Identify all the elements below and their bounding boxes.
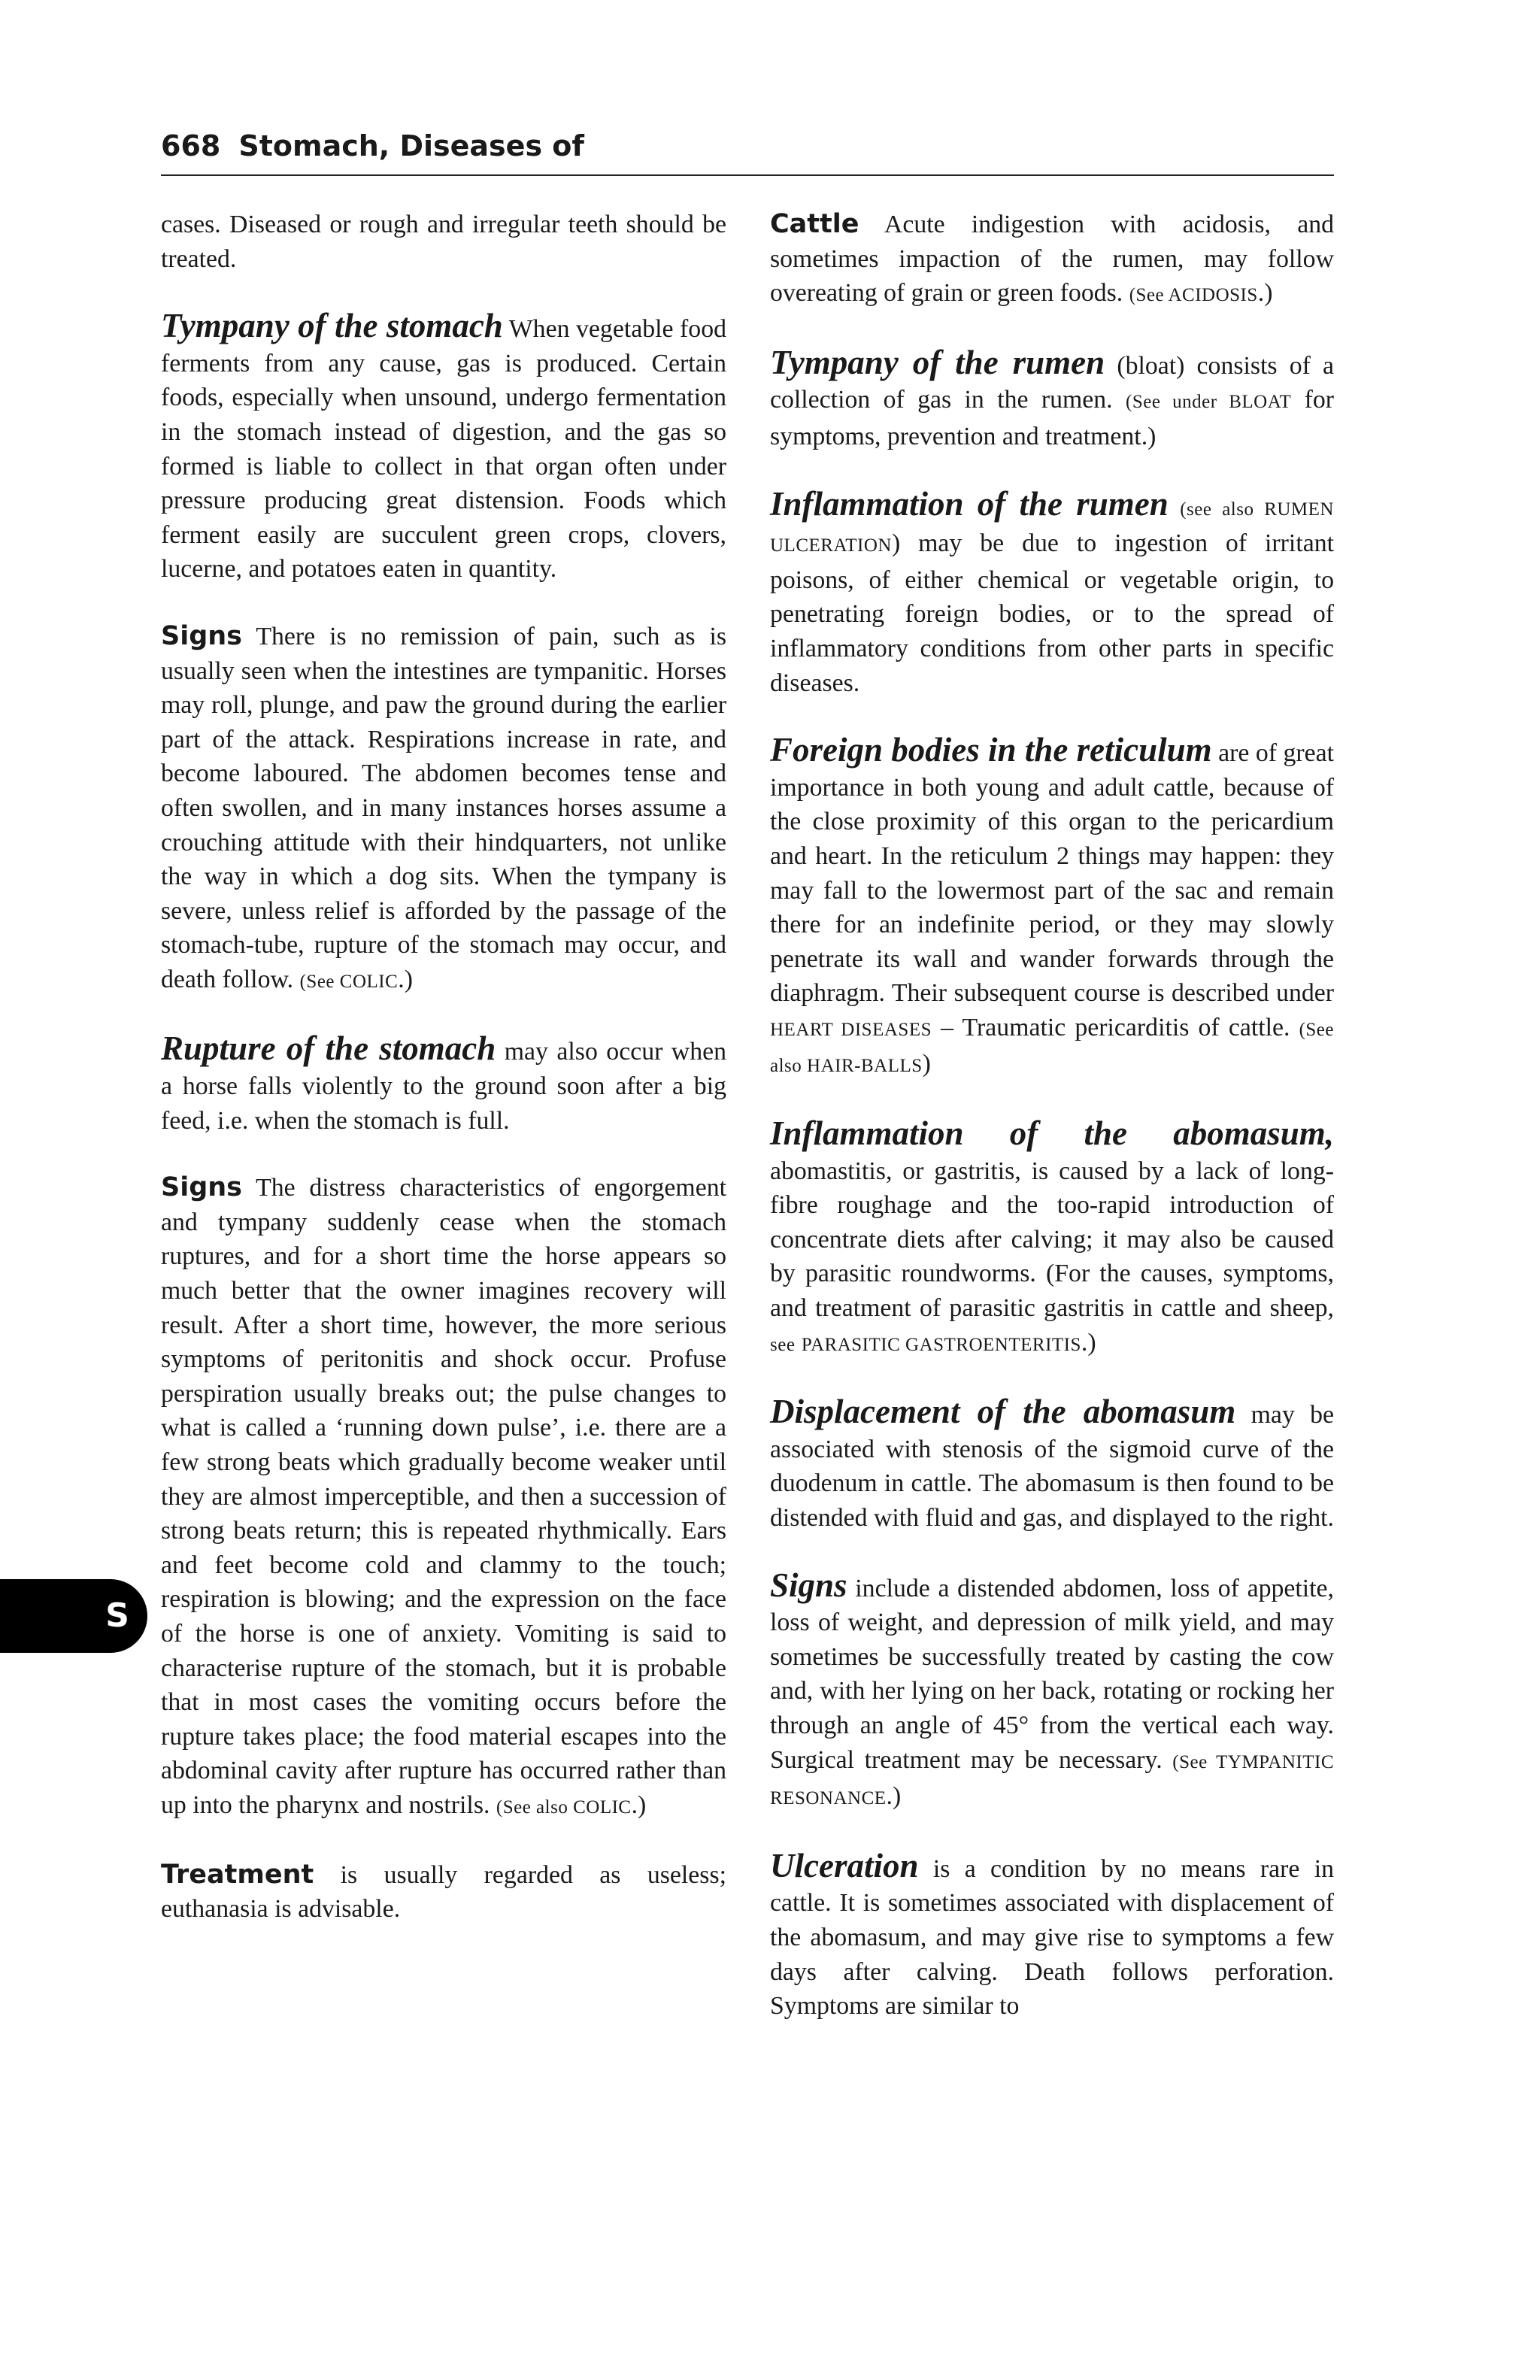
entry-treatment	[161, 1858, 726, 1927]
cross-reference-term: COLIC	[339, 971, 399, 992]
entry-text: are of great importance in both young and adult cattle, because of the close proximity of this organ to the pericardium and heart. In the reticulum 2 things may happen: they may fall to the lowermost part of the sac and remain there for an indefinite period, or they may slowly penetrate its wall and wander forwards through the diaphragm. Their subsequent course is described under	[770, 739, 1334, 1008]
paragraph-teeth	[161, 208, 726, 276]
entry-heading: Signs	[161, 620, 243, 651]
entry-heading: Foreign bodies in the reticulum	[770, 731, 1212, 769]
entry-text: is a condition by no means rare in cattle. It is sometimes associated with displacement of the abomasum, and may give rise to symptoms a few days after calving. Death follows perforation. Symptoms are similar to	[770, 1854, 1334, 2021]
entry-text: – Traumatic pericarditis of cattle.	[932, 1013, 1299, 1041]
entry-heading: Displacement of the abomasum	[770, 1393, 1236, 1431]
cross-reference-term: ACIDOSIS	[1168, 285, 1258, 306]
entry-foreign-bodies	[770, 733, 1334, 1084]
entry-displacement-of-abomasum	[770, 1395, 1334, 1535]
page-number: 668	[161, 129, 221, 162]
entry-ulceration	[770, 1846, 1334, 2024]
entry-cattle	[770, 208, 1334, 313]
cross-reference: (see also RUMEN ULCERATION	[770, 499, 1334, 556]
entry-text: is usually regarded as useless; euthanasia is advisable.	[161, 1860, 726, 1924]
entry-signs-rupture	[161, 1171, 726, 1824]
entry-text: include a distended abdomen, loss of appetite, loss of weight, and depression of milk yield, and may sometimes be successfully treated by casting the cow and, with her lying on her back, rotating or rocking her through an angle of 45° from the vertical each way. Surgical treatment may be necessary.	[770, 1574, 1334, 1774]
entry-text: When vegetable food ferments from any cause, gas is produced. Certain foods, especially when unsound, undergo fermentation in the stomach instead of digestion, and the gas so formed is liable to collect in that organ often under pressure producing great distension. Foods which ferment easily are succulent green crops, clovers, lucerne, and potatoes eaten in quantity.	[161, 315, 726, 584]
entry-tympany-of-rumen	[770, 343, 1335, 454]
entry-heading: Rupture of the stomach	[161, 1029, 496, 1068]
entry-text: There is no remission of pain, such as is usually seen when the intestines are tympanitic. Horses may roll, plunge, and paw the ground during the earlier part of the attack. Respirations increase in rate, and become laboured. The abdomen becomes tense and often swollen, and in many instances horses assume a crouching attitude with their hindquarters, not unlike the way in which a dog sits. When the tympany is severe, unless relief is afforded by the passage of the stomach-tube, rupture of the stomach may occur, and death follow.	[161, 622, 727, 993]
cross-reference: (See also COLIC.)	[496, 1790, 647, 1819]
cross-reference-term: HAIR-BALLS	[807, 1056, 923, 1077]
entry-text: The distress characteristics of engorgement and tympany suddenly cease when the stomach ruptures, and for a short time the horse appears so much better that the owner imagines recovery will result. After a short time, however, the more serious symptoms of peritonitis and shock occur. Profuse perspiration usually breaks out; the pulse changes to what is called a ‘running down pulse’, i.e. there are a few strong beats which gradually become weaker until they are almost imperceptible, and then a succession of strong beats return; this is repeated rhythmically. Ears and feet become cold and clammy to the touch; respiration is blowing; and the expression on the face of the horse is one of anxiety. Vomiting is said to characterise rupture of the stomach, but it is probable that in most cases the vomiting occurs before the rupture takes place; the food material escapes into the abdominal cavity after rupture has occurred rather than up into the pharynx and nostrils.	[161, 1174, 726, 1819]
cross-reference: (See also HAIR-BALLS)	[770, 1019, 1334, 1078]
entry-text: may also occur when a horse falls violently to the ground soon after a big feed, i.e. when the stomach is full.	[161, 1038, 726, 1135]
entry-rupture-of-stomach	[161, 1029, 726, 1138]
entry-text: abomastitis, or gastritis, is caused by a lack of long-fibre roughage and the too-rapid introduction of concentrate diets after calving; it may also be caused by parasitic roundworms. (For the causes, symptoms, and treatment of parasitic gastritis in cattle and sheep,	[770, 1157, 1334, 1323]
entry-signs-tympany	[161, 620, 726, 999]
right-column	[770, 208, 1334, 2057]
cross-reference-term: RUMEN ULCERATION	[770, 499, 1334, 556]
entry-heading: Treatment	[161, 1859, 314, 1890]
running-header	[161, 123, 1334, 176]
thumb-index-tab	[0, 1579, 147, 1653]
cross-reference: (See ACIDOSIS.)	[1129, 279, 1273, 308]
entry-tympany-of-stomach	[161, 309, 726, 587]
entry-text: ) may be due to ingestion of irritant poisons, of either chemical or vegetable origin, to penetrating foreign bodies, or to the spread of inflammatory conditions from other parts in specific diseases.	[770, 529, 1334, 697]
entry-heading: Cattle	[770, 209, 859, 239]
cross-reference: (See COLIC.)	[299, 965, 413, 993]
thumb-index-letter: S	[105, 1596, 129, 1635]
cross-reference: (See under BLOAT for symptoms, prevention and treatment.)	[770, 386, 1335, 450]
entry-heading: Signs	[161, 1172, 243, 1203]
entry-heading: Inflammation of the rumen	[770, 484, 1169, 523]
entry-heading: Signs	[770, 1566, 847, 1604]
entry-text: may be associated with stenosis of the sigmoid curve of the duodenum in cattle. The abomasum is then found to be distended with fluid and gas, and displayed to the right.	[770, 1401, 1335, 1532]
cross-reference-term: HEART DISEASES	[770, 1019, 932, 1040]
cross-reference-term: BLOAT	[1229, 392, 1292, 413]
entry-inflammation-of-abomasum: Inflammation of the abomasum, abomastitis, or gastritis, is caused by a lack of long-fibre roughage and the too-rapid introduction of concentrate diets after calving; it may also be caused by parasitic roundworms. (For the causes, symptoms, and treatment of parasitic gastritis in cattle and sheep, see PARASITIC GASTROENTERITIS.)	[770, 1114, 1334, 1357]
cross-reference: (See TYMPANITIC RESONANCE.)	[770, 1751, 1334, 1811]
cross-reference-term: TYMPANITIC RESONANCE	[770, 1751, 1334, 1809]
left-column	[161, 208, 726, 1960]
entry-text: Acute indigestion with acidosis, and sometimes impaction of the rumen, may follow overeating of grain or green foods.	[770, 211, 1334, 308]
entry-signs-displacement	[770, 1566, 1334, 1816]
entry-heading: Ulceration	[770, 1846, 919, 1884]
entry-text: (bloat) consists of a collection of gas in the rumen.	[770, 351, 1335, 414]
running-title: Stomach, Diseases of	[238, 129, 584, 162]
entry-heading: Tympany of the stomach	[161, 307, 503, 345]
cross-reference-see: see	[770, 1334, 796, 1355]
entry-inflammation-of-rumen	[770, 484, 1334, 701]
paragraph-text: cases. Diseased or rough and irregular teeth should be treated.	[161, 211, 726, 273]
entry-heading: Inflammation of the abomasum,	[770, 1114, 1334, 1153]
cross-reference-term: COLIC	[573, 1796, 632, 1818]
cross-reference-term: PARASITIC GASTROENTERITIS	[801, 1334, 1081, 1355]
entry-heading: Tympany of the rumen	[770, 343, 1105, 381]
